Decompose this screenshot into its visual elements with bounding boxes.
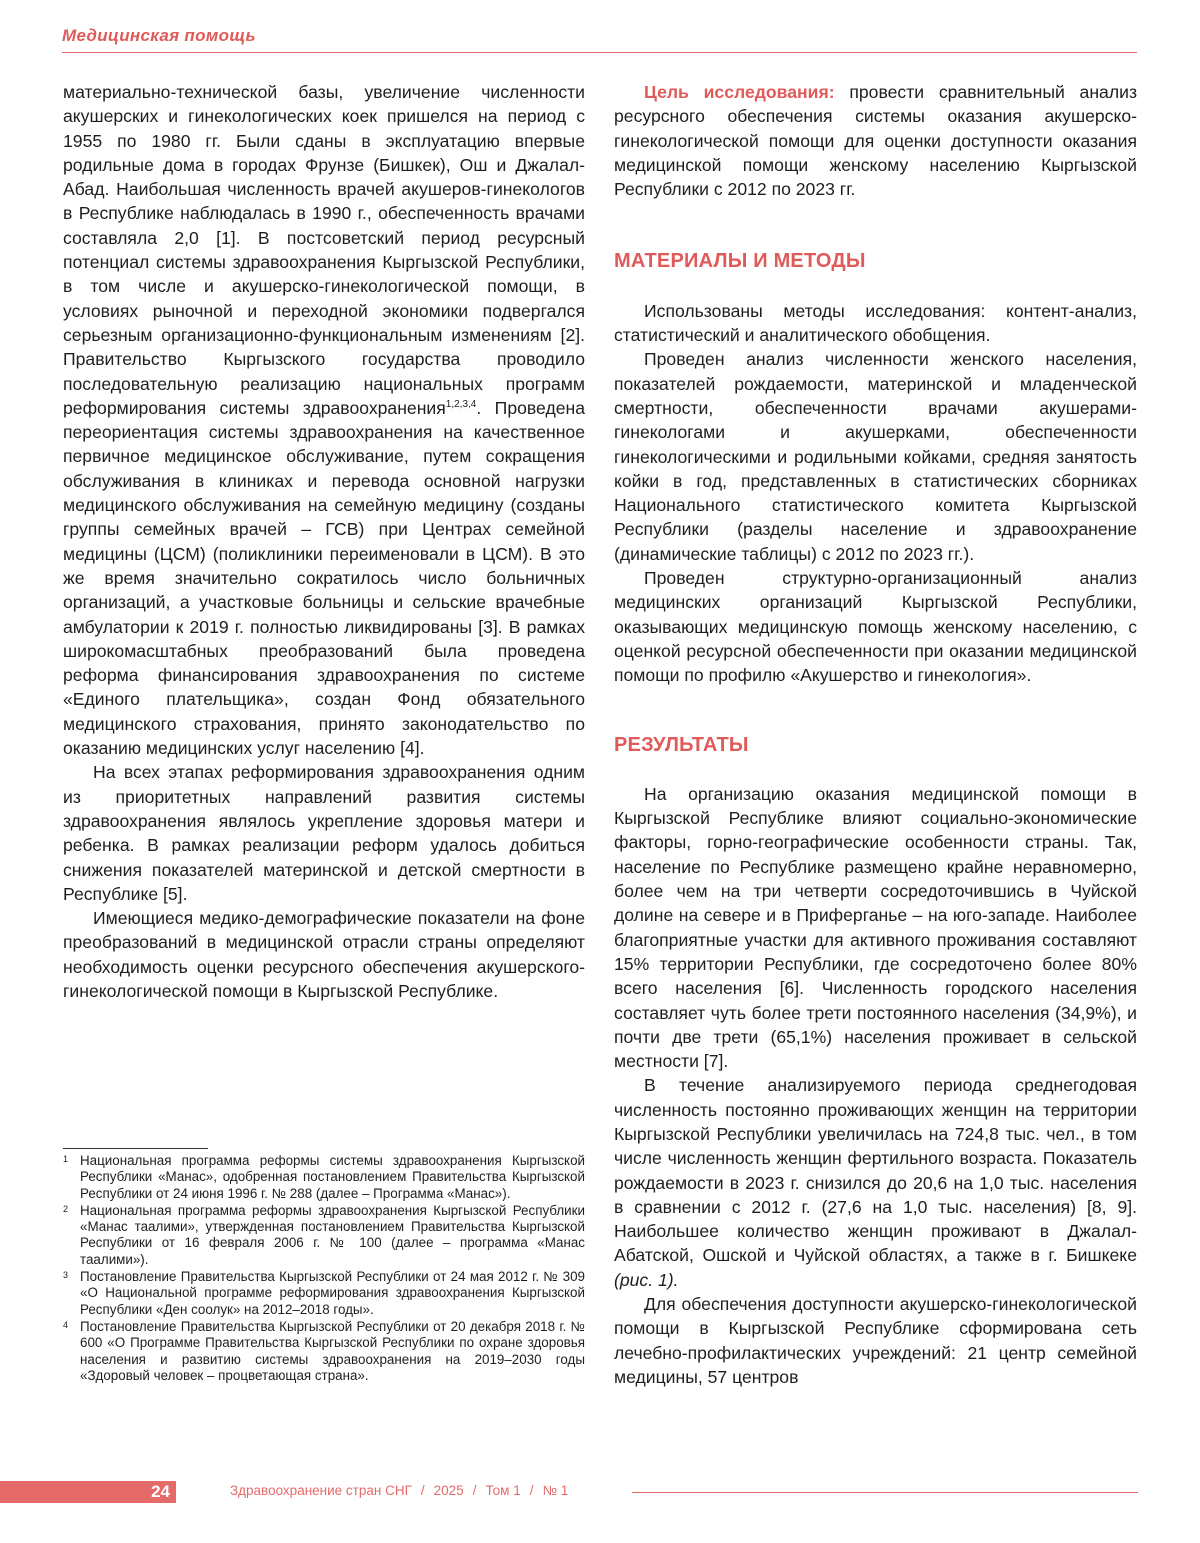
footnote-ref: 1,2,3,4 (445, 399, 477, 410)
left-column (63, 80, 585, 1003)
footnote-number: 1 (63, 1154, 69, 1164)
page-number-bar (0, 1481, 176, 1503)
footnote-number: 4 (63, 1319, 69, 1330)
footnote-number: 3 (63, 1270, 69, 1281)
paragraph-text: материально-технической базы, увеличение численности акушерских и гинекологических коек пришелся на период с 1955 по 1980 гг. Были сданы в эксплуатацию впервые родильные дома в городах Фрунзе (Бишкек), Ош и Джалал-Абад. Наибольшая численность врачей акушеров-гинекологов в Республике наблюдалась в 1990 г., обеспеченность врачами составляла 2,0 [1]. В постсоветский период ресурсный потенциал системы здравоохранения Кыргызской Республики, в том числе и акушерско-гинекологической помощи, в условиях рыночной и переходной экономики подвергался серьезным организационно-функциональным изменениям [2]. Правительство Кыргызского государства проводило последовательную реализацию национальных программ реформирования системы здравоохранения (63, 82, 585, 418)
running-header (62, 22, 1137, 53)
separator: / (472, 1483, 477, 1498)
page-number: 24 (151, 1482, 170, 1501)
study-goal (614, 80, 1137, 201)
footnote-text: Постановление Правительства Кыргызской Республики от 20 декабря 2018 г. № 600 «О Программе Правительства Кыргызской Республики по охране здоровья населения и развитию системы здравоохранения на 2019–2030 годы «Здоровый человек – процветающая страна». (80, 1318, 585, 1383)
separator: / (529, 1483, 534, 1498)
footnote-number: 2 (63, 1203, 69, 1214)
journal-volume: Том 1 (485, 1483, 521, 1498)
footnote-text: Национальная программа реформы системы здравоохранения Кыргызской Республики «Манас», одобренная постановлением Правительства Кыргызской Республики от 24 июня 1996 г. № 288 (далее – Программа «Манас»). (80, 1153, 585, 1201)
separator: / (420, 1483, 425, 1498)
paragraph: Имеющиеся медико-демографические показатели на фоне преобразований в медицинской отрасли страны определяют необходимость оценки ресурсного обеспечения акушерского-гинекологической помощи в Кыргызской Республике. (63, 908, 585, 1001)
right-column (614, 80, 1137, 1389)
figure-ref: (рис. 1). (614, 1269, 679, 1290)
paragraph: Проведен анализ численности женского населения, показателей рождаемости, материнской и младенческой смертности, обеспеченности врачами акушерами-гинекологами и акушерками, обеспеченности гинекологическими и родильными койками, средняя занятость койки в год, представленных в статистических сборниках Национального статистического комитета Кыргызской Республики (разделы население и здравоохранение (динамические таблицы) с 2012 по 2023 гг.). (614, 349, 1137, 564)
methods-heading: МАТЕРИАЛЫ И МЕТОДЫ (614, 250, 866, 273)
journal-name: Здравоохранение стран СНГ (230, 1483, 412, 1498)
footnote-divider (63, 1148, 208, 1149)
paragraph: На всех этапах реформирования здравоохранения одним из приоритетных направлений развития системы здравоохранения являлось укрепление здоровья матери и ребенка. В рамках реализации реформ удалось добиться снижения показателей материнской и детской смертности в Республике [5]. (63, 762, 585, 904)
paragraph: Использованы методы исследования: контент-анализ, статистический и аналитического обобщения. (614, 300, 1137, 346)
goal-text: провести сравнительный анализ ресурсного обеспечения системы оказания акушерско-гинекологической помощи для оценки доступности оказания медицинской помощи женскому населению Кыргызской Республики с 2012 по 2023 гг. (614, 82, 1138, 200)
footnote (63, 1319, 585, 1384)
paragraph: На организацию оказания медицинской помощи в Кыргызской Республике влияют социально-экономические факторы, горно-географические особенности страны. Так, население по Республике размещено крайне неравномерно, более чем на три четверти сосредоточившись в Чуйской долине на севере и в Приферганье – на юго-западе. Наиболее благоприятные участки для активного проживания составляют 15% территории Республики, где сосредоточено более 80% всего населения [6]. Численность городского населения составляет чуть более трети постоянного населения (34,9%), и почти две трети (65,1%) населения проживает в сельской местности [7]. (614, 783, 1137, 1072)
footnote-text: Национальная программа реформы здравоохранения Кыргызской Республики «Манас таалими», утвержденная постановлением Правительства Кыргызской Республики от 16 февраля 2006 г. № 100 (далее – программа «Манас таалими»). (80, 1202, 585, 1267)
goal-label: Цель исследования: (644, 82, 835, 102)
journal-issue: № 1 (542, 1483, 569, 1498)
paragraph: Для обеспечения доступности акушерско-гинекологической помощи в Кыргызской Республике сформирована сеть лечебно-профилактических учреждений: 21 центр семейной медицины, 57 центров (614, 1294, 1137, 1387)
paragraph-text: В течение анализируемого периода среднегодовая численность постоянно проживающих женщин на территории Кыргызской Республики увеличилась на 724,8 тыс. чел., в том числе численность женщин фертильного возраста. Показатель рождаемости в 2023 г. снизился до 20,6 на 1,0 тыс. населения в сравнении с 2012 г. (27,6 на 1,0 тыс. населения) [8, 9]. Наибольшее количество женщин проживают в Джалал-Абатской, Ошской и Чуйской областях, а также в г. Бишкеке (614, 1075, 1137, 1266)
footnote (63, 1153, 585, 1202)
footer-rule (632, 1492, 1138, 1493)
footnotes (63, 1153, 585, 1385)
paragraph: Проведен структурно-организационный анализ медицинских организаций Кыргызской Республики, оказывающих медицинскую помощь женскому населению, с оценкой ресурсной обеспеченности при оказании медицинской помощи по профилю «Акушерство и гинекология». (614, 568, 1137, 686)
journal-year: 2025 (433, 1483, 464, 1498)
results-heading: РЕЗУЛЬТАТЫ (614, 733, 749, 756)
paragraph (63, 80, 585, 760)
footnote (63, 1203, 585, 1268)
paragraph-text: . Проведена переориентация системы здравоохранения на качественное первичное медицинское обслуживание, путем сокращения обслуживания в клиниках и перевода основной нагрузки медицинского обслуживания на семейную медицину (созданы группы семейных врачей – ГСВ) при Центрах семейной медицины (ЦСМ) (поликлиники переименовали в ЦСМ). В это же время значительно сократилось число больничных организаций, а участковые больницы и сельские врачебные амбулатории к 2019 г. полностью ликвидированы [3]. В рамках широкомасштабных преобразований была проведена реформа финансирования здравоохранения по системе «Единого плательщика», создан Фонд обязательного медицинского страхования, принято законодательство по оказанию медицинских услуг населению [4]. (63, 397, 585, 759)
footnote-text: Постановление Правительства Кыргызской Республики от 24 мая 2012 г. № 309 «О Национальной программе реформирования здравоохранения Кыргызской Республики «Ден соолук» на 2012–2018 годы». (80, 1269, 585, 1317)
journal-info (230, 1483, 568, 1498)
footnote (63, 1269, 585, 1318)
paragraph (614, 1073, 1137, 1292)
section-title: Медицинская помощь (62, 26, 256, 45)
